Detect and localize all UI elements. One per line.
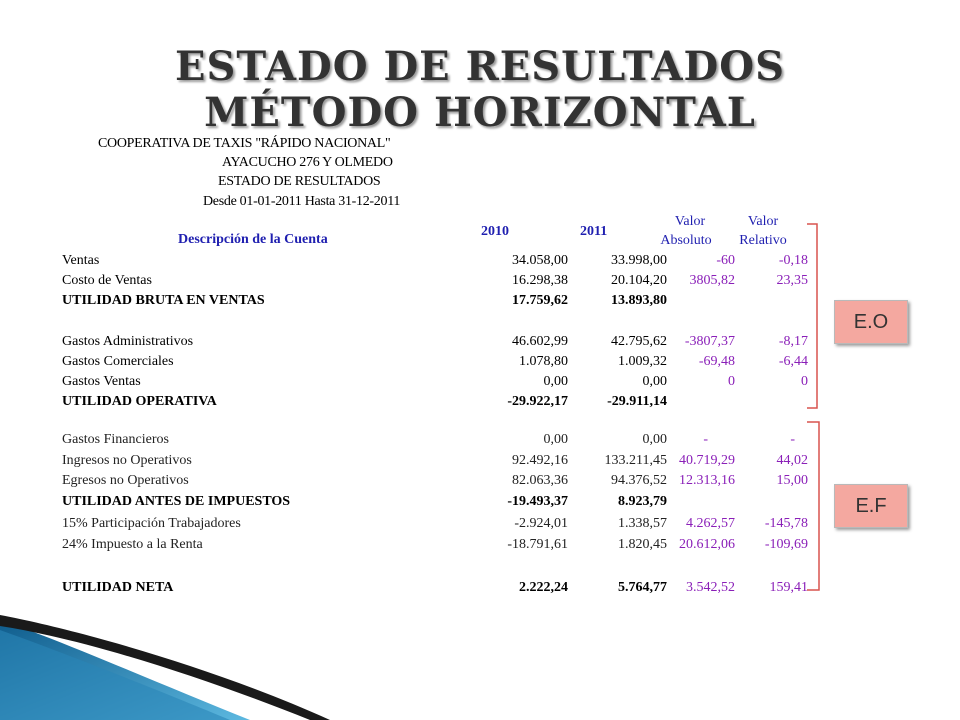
row-2010: 92.492,16 xyxy=(512,453,568,468)
col-rel-header-bottom: Relativo xyxy=(739,233,787,248)
row-rel: -0,18 xyxy=(778,253,808,268)
row-label: 24% Impuesto a la Renta xyxy=(62,537,203,552)
row-abs: 3805,82 xyxy=(689,273,735,288)
row-rel: 0 xyxy=(801,374,808,389)
row-2011: -29.911,14 xyxy=(607,394,667,409)
bracket-economic xyxy=(805,222,827,414)
row-label: UTILIDAD BRUTA EN VENTAS xyxy=(62,293,265,308)
col-description-header: Descripción de la Cuenta xyxy=(178,232,328,247)
row-2011: 1.338,57 xyxy=(618,516,667,531)
row-label: Egresos no Operativos xyxy=(62,473,189,488)
row-2011: 0,00 xyxy=(642,374,667,389)
row-label: UTILIDAD NETA xyxy=(62,580,174,595)
row-label: Gastos Administrativos xyxy=(62,334,194,349)
row-2010: -18.791,61 xyxy=(507,537,568,552)
row-2010: 0,00 xyxy=(543,432,568,447)
row-2010: 0,00 xyxy=(543,374,568,389)
row-abs: 20.612,06 xyxy=(679,537,735,552)
row-label: 15% Participación Trabajadores xyxy=(62,516,241,531)
row-2011: 1.009,32 xyxy=(618,354,667,369)
row-2010: 1.078,80 xyxy=(519,354,568,369)
row-label: Gastos Comerciales xyxy=(62,354,174,369)
statement-period: Desde 01-01-2011 Hasta 31-12-2011 xyxy=(203,194,401,209)
row-abs: -3807,37 xyxy=(684,334,735,349)
row-2010: 16.298,38 xyxy=(512,273,568,288)
row-label: UTILIDAD OPERATIVA xyxy=(62,394,217,409)
row-abs: - xyxy=(703,432,708,447)
row-abs: 40.719,29 xyxy=(679,453,735,468)
row-2010: -2.924,01 xyxy=(514,516,568,531)
row-abs: 4.262,57 xyxy=(686,516,735,531)
row-label: Ingresos no Operativos xyxy=(62,453,192,468)
row-rel: 23,35 xyxy=(776,273,808,288)
page-title-line2: MÉTODO HORIZONTAL xyxy=(204,89,756,136)
row-2010: 82.063,36 xyxy=(512,473,568,488)
decorative-swoosh xyxy=(0,600,460,720)
row-abs: 12.313,16 xyxy=(679,473,735,488)
row-2011: 133.211,45 xyxy=(604,453,667,468)
row-2011: 5.764,77 xyxy=(618,580,667,595)
bracket-financial xyxy=(805,420,827,596)
company-address: AYACUCHO 276 Y OLMEDO xyxy=(222,155,393,170)
row-2011: 1.820,45 xyxy=(618,537,667,552)
row-label: UTILIDAD ANTES DE IMPUESTOS xyxy=(62,494,291,509)
row-abs: -69,48 xyxy=(698,354,735,369)
row-abs: 0 xyxy=(728,374,735,389)
row-2011: 13.893,80 xyxy=(611,293,667,308)
row-2010: -29.922,17 xyxy=(507,394,568,409)
company-name: COOPERATIVA DE TAXIS "RÁPIDO NACIONAL" xyxy=(98,136,391,151)
col-rel-header-top: Valor xyxy=(747,214,779,229)
row-2011: 42.795,62 xyxy=(611,334,667,349)
row-abs: -60 xyxy=(716,253,735,268)
row-rel: 44,02 xyxy=(776,453,808,468)
row-abs: 3.542,52 xyxy=(686,580,735,595)
row-rel: - xyxy=(790,432,795,447)
row-2011: 20.104,20 xyxy=(611,273,667,288)
row-rel: -8,17 xyxy=(778,334,808,349)
col-2010-header: 2010 xyxy=(481,224,509,239)
row-label: Costo de Ventas xyxy=(62,273,152,288)
row-rel: -6,44 xyxy=(778,354,808,369)
row-rel: -145,78 xyxy=(764,516,808,531)
row-2010: 17.759,62 xyxy=(512,293,568,308)
row-2010: 34.058,00 xyxy=(512,253,568,268)
row-rel: -109,69 xyxy=(764,537,808,552)
row-2010: -19.493,37 xyxy=(507,494,568,509)
row-label: Gastos Financieros xyxy=(62,432,169,447)
col-2011-header: 2011 xyxy=(580,224,608,239)
row-2010: 46.602,99 xyxy=(512,334,568,349)
row-rel: 15,00 xyxy=(776,473,808,488)
row-rel: 159,41 xyxy=(769,580,808,595)
row-2011: 0,00 xyxy=(642,432,667,447)
badge-ef[interactable]: E.F xyxy=(834,484,908,528)
col-abs-header-top: Valor xyxy=(674,214,706,229)
page-title-line1: ESTADO DE RESULTADOS xyxy=(175,43,785,90)
col-abs-header-bottom: Absoluto xyxy=(660,233,712,248)
badge-eo[interactable]: E.O xyxy=(834,300,908,344)
row-label: Ventas xyxy=(62,253,100,268)
row-2011: 8.923,79 xyxy=(618,494,667,509)
row-2011: 33.998,00 xyxy=(611,253,667,268)
row-2011: 94.376,52 xyxy=(611,473,667,488)
row-2010: 2.222,24 xyxy=(519,580,568,595)
statement-name: ESTADO DE RESULTADOS xyxy=(218,174,381,189)
row-label: Gastos Ventas xyxy=(62,374,141,389)
